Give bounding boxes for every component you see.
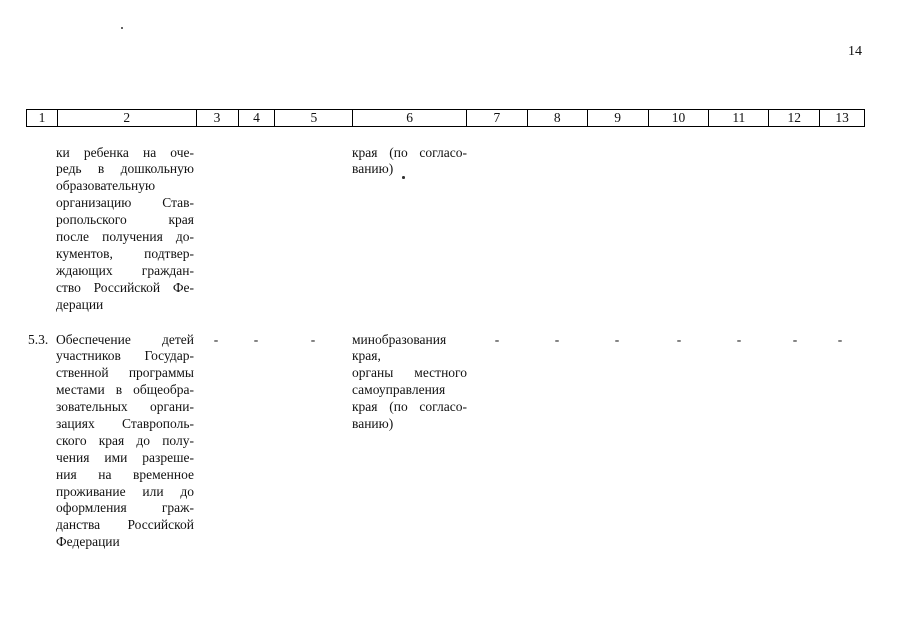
header-cell-13: 13	[819, 110, 864, 126]
text-line: ки ребенка на оче-	[56, 144, 194, 160]
row-number: 5.3.	[28, 331, 49, 347]
cell-col3: -	[213, 331, 219, 347]
text-line: оформления граж-	[56, 500, 194, 516]
scan-speck	[121, 27, 123, 29]
text-line: самоуправления	[352, 382, 446, 398]
header-cell-3: 3	[196, 110, 238, 126]
text-line: края (по согласо-	[352, 399, 467, 415]
header-cell-10: 10	[648, 110, 709, 126]
text-line: проживание или до	[56, 483, 194, 499]
text-line: ропольского края	[56, 212, 194, 228]
table-header-row	[26, 109, 865, 127]
text-line: чения ими разреше-	[56, 449, 194, 465]
text-line: данства Российской	[56, 517, 194, 533]
text-line: кументов, подтвер-	[56, 245, 194, 261]
text-line: после получения до-	[56, 228, 194, 244]
row1-col2-text	[56, 145, 194, 314]
text-line: минобразования	[352, 331, 447, 347]
text-line: ния на временное	[56, 466, 194, 482]
cell-col10: -	[676, 331, 682, 347]
row1-col6-text	[352, 145, 467, 179]
text-line: участников Государ-	[56, 348, 194, 364]
text-line: зовательных органи-	[56, 399, 194, 415]
header-cell-6: 6	[352, 110, 466, 126]
cell-col5: -	[310, 331, 316, 347]
header-cell-7: 7	[466, 110, 527, 126]
header-cell-2: 2	[57, 110, 196, 126]
page-number: 14	[848, 44, 862, 59]
text-line: ского края до полу-	[56, 432, 194, 448]
text-line: дерации	[56, 296, 104, 312]
text-line: местами в общеобра-	[56, 382, 194, 398]
text-line: края (по согласо-	[352, 144, 467, 160]
row2-col6-text	[352, 332, 467, 433]
cell-col9: -	[614, 331, 620, 347]
cell-col7: -	[494, 331, 500, 347]
header-cell-9: 9	[587, 110, 648, 126]
text-line: ственной программы	[56, 365, 194, 381]
text-line: Федерации	[56, 534, 120, 550]
text-line: организацию Став-	[56, 195, 194, 211]
text-line: образовательную	[56, 178, 156, 194]
cell-col8: -	[554, 331, 560, 347]
header-cell-1: 1	[38, 110, 46, 125]
text-line: края,	[352, 348, 381, 364]
text-line: ванию)	[352, 415, 394, 431]
row2-col2-text	[56, 332, 194, 552]
header-cell-12: 12	[768, 110, 819, 126]
header-cell-5: 5	[274, 110, 352, 126]
text-line: органы местного	[352, 365, 467, 381]
cell-col4: -	[253, 331, 259, 347]
text-line: редь в дошкольную	[56, 161, 194, 177]
cell-col11: -	[736, 331, 742, 347]
header-cell-8: 8	[527, 110, 587, 126]
text-line: ванию)	[352, 161, 394, 177]
text-line: зациях Ставрополь-	[56, 415, 194, 431]
text-line: ство Российской Фе-	[56, 279, 194, 295]
cell-col12: -	[792, 331, 798, 347]
header-cell-11: 11	[708, 110, 768, 126]
text-line: Обеспечение детей	[56, 331, 194, 347]
text-line: ждающих граждан-	[56, 262, 194, 278]
header-cell-4: 4	[238, 110, 275, 126]
cell-col13: -	[837, 331, 843, 347]
